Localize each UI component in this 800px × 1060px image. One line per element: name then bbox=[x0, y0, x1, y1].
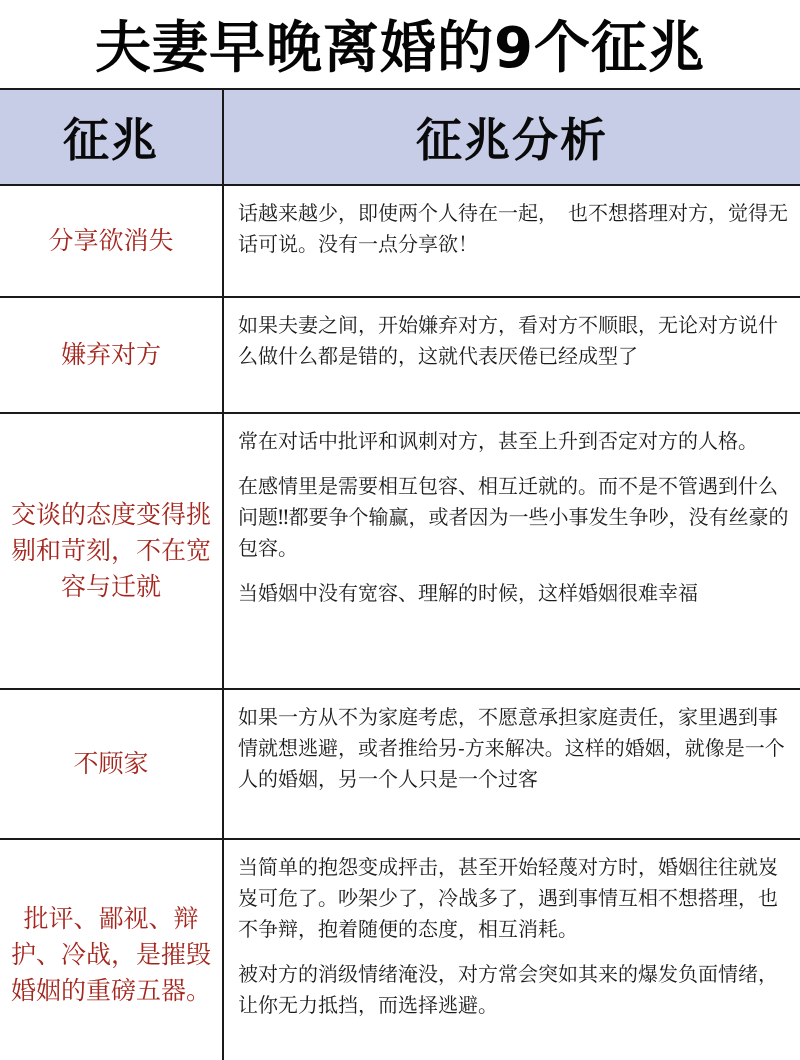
table-header-row bbox=[0, 90, 800, 186]
sign-cell bbox=[0, 840, 224, 1060]
sign-cell bbox=[0, 186, 224, 296]
sign-label: 交谈的态度变得挑剔和苛刻，不在宽容与迁就 bbox=[10, 500, 211, 601]
table-row bbox=[0, 298, 800, 414]
analysis-paragraph: 话越来越少，即使两个人待在一起， 也不想搭理对方，觉得无话可说。没有一点分享欲！ bbox=[238, 201, 788, 256]
analysis-paragraph: 在感情里是需要相互包容、相互迁就的。而不是不管遇到什么问题‼都要争个输赢，或者因为一些小事发生争吵，没有丝豪的包容。 bbox=[238, 474, 789, 560]
analysis-paragraph: 当简单的抱怨变成抨击，甚至开始轻蔑对方时，婚姻往往就岌岌可危了。吵架少了，冷战多了，遇到事情互相不想搭理，也不争辩，抱着随便的态度，相互消耗。 bbox=[238, 855, 778, 941]
table-row bbox=[0, 840, 800, 1060]
sign-label: 嫌弃对方 bbox=[60, 340, 161, 369]
page-title: 夫妻早晚离婚的9个征兆 bbox=[95, 16, 705, 81]
analysis-paragraph: 如果夫妻之间，开始嫌弃对方，看对方不顺眼，无论对方说什么做什么都是错的，这就代表厌倦已经成型了 bbox=[238, 313, 778, 368]
table-row bbox=[0, 186, 800, 298]
analysis-cell bbox=[224, 414, 800, 688]
analysis-paragraph: 被对方的消级情绪淹没，对方常会突如其来的爆发负面情绪，让你无力抵挡，而选择逃避。 bbox=[238, 962, 778, 1017]
analysis-cell bbox=[224, 298, 800, 412]
analysis-paragraph: 常在对话中批评和讽刺对方，甚至上升到否定对方的人格。 bbox=[238, 429, 758, 453]
analysis-cell bbox=[224, 840, 800, 1060]
analysis-cell bbox=[224, 186, 800, 296]
sign-label: 不顾家 bbox=[73, 749, 149, 778]
analysis-cell bbox=[224, 690, 800, 838]
sign-label: 批评、鄙视、辩护、冷战，是摧毁婚姻的重磅五器。 bbox=[10, 904, 211, 1005]
sign-cell bbox=[0, 414, 224, 688]
sign-cell bbox=[0, 690, 224, 838]
sign-label: 分享欲消失 bbox=[48, 226, 174, 255]
table-row bbox=[0, 690, 800, 840]
header-sign: 征兆 bbox=[0, 90, 224, 184]
sign-cell bbox=[0, 298, 224, 412]
table-row bbox=[0, 414, 800, 690]
analysis-paragraph: 如果一方从不为家庭考虑，不愿意承担家庭责任，家里遇到事情就想逃避，或者推给另-方来解决。这样的婚姻，就像是一个人的婚姻，另一个人只是一个过客 bbox=[238, 705, 785, 791]
analysis-paragraph: 当婚姻中没有宽容、理解的时候，这样婚姻很难幸福 bbox=[238, 581, 698, 605]
signs-table bbox=[0, 88, 800, 1060]
header-analysis: 征兆分析 bbox=[416, 113, 608, 167]
